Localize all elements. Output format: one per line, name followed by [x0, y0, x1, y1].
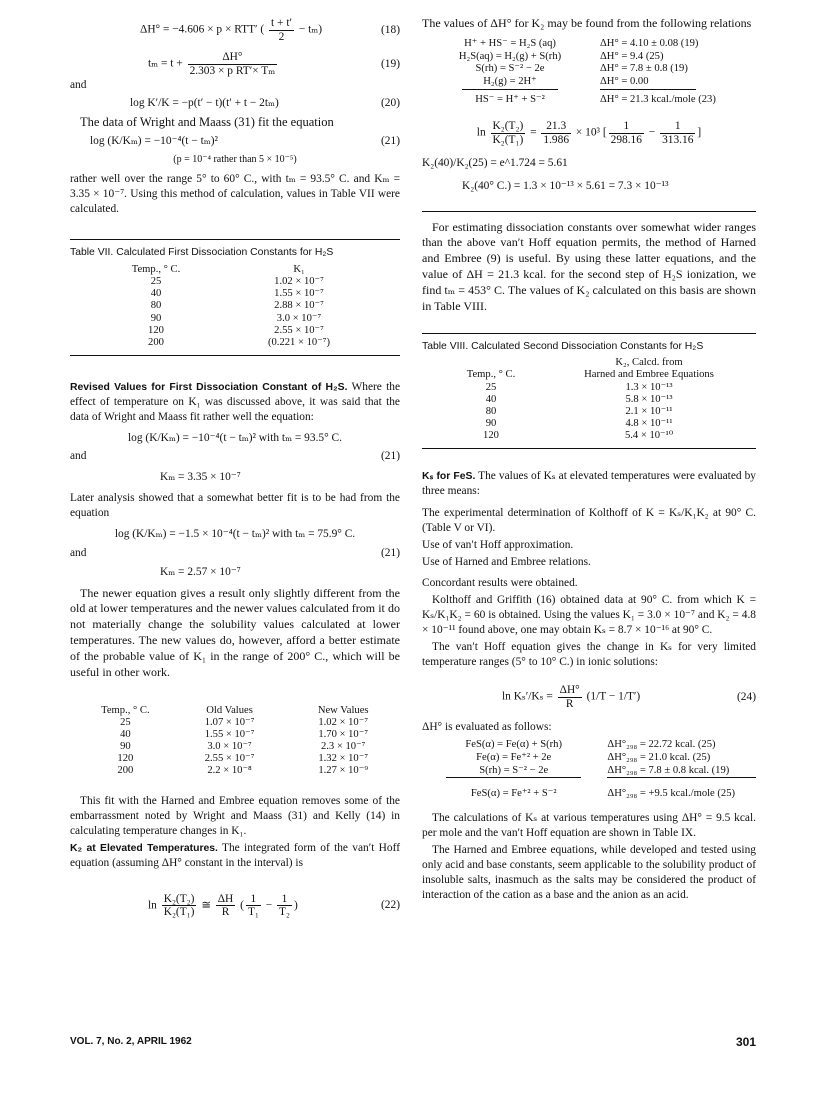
method-item: Use of Harned and Embree relations.	[422, 555, 591, 568]
and-row: and (21)	[70, 450, 400, 463]
paragraph: The calculations of Kₛ at various temperatures using ΔH° = 9.5 kcal. per mole and the van′t Hoff equation are shown in Table IX.	[422, 811, 756, 839]
reaction-list: FeS(α) = Fe(α) + S(rh) ΔH°₂₉₈ = 22.72 kcal. (25) Fe(α) = Fe⁺² + 2e ΔH°₂₉₈ = 21.0 kcal. (25) S(rh) = S⁻² − 2e ΔH°₂₉₈ = 7.8 ± 0.8 kcal. (19) FeS(α) = Fe⁺² + S⁻² ΔH°₂₉₈ = +9.5 kcal./mole (25)	[432, 739, 756, 801]
table-row: 120 2.55 × 10⁻⁷	[148, 324, 324, 336]
table-row: 40 1.55 × 10⁻⁷	[150, 288, 324, 300]
equation-20: log K′/K = −p(t′ − t)(t′ + t − 2tₘ) (20)	[130, 97, 400, 110]
table-row: 200 (0.221 × 10⁻⁷)	[148, 336, 331, 348]
rule	[422, 211, 756, 212]
table-row: 80 2.88 × 10⁻⁷	[150, 300, 324, 312]
equation-22: ln $\frac{\text{K₂(T₂)}}{\text{K₂(T₁)}}$ ≅ $\frac{\Delta H}{R}$ ( $\frac{1}{\text{T₁}}$ − $\frac{1}{\text{T₂}}$ ) (22)	[148, 892, 400, 919]
page-number: 301	[735, 1035, 756, 1049]
table-row: 120 5.4 × 10⁻¹⁰	[483, 430, 674, 442]
equation: K₂(40° C.) = 1.3 × 10⁻¹³ × 5.61 = 7.3 × 10⁻¹³	[462, 180, 669, 193]
paragraph: Revised Values for First Dissociation Constant of H₂S. Where the effect of temperature on K₁ was discussed above, it was said that the data of Wright and Maass fit rather well the equation:	[70, 381, 400, 424]
paragraph: The values of ΔH° for K₂ may be found from the following relations	[422, 16, 752, 30]
reaction-list: H⁺ + HS⁻ = H₂S (aq) ΔH° = 4.10 ± 0.08 (19) H₂S(aq) = H₂(g) + S(rh) ΔH° = 9.4 (25) S(rh) = S⁻² − 2e ΔH° = 7.8 ± 0.8 (19) H₂(g) = 2H⁺ ΔH° = 0.00 HS⁻ = H⁺ + S⁻² ΔH° = 21.3 kcal./mole (23)	[458, 37, 716, 105]
table-row: 90 3.0 × 10⁻⁷ 2.3 × 10⁻⁷	[120, 741, 366, 753]
paragraph: Kolthoff and Griffith (16) obtained data at 90° C. from which K = Kₛ/K₁K₂ = 60 is obtained. Using the values K₁ = 3.0 × 10⁻⁷ and K₂ = 4.8 × 10⁻¹¹ found above, one may obtain Kₛ = 8.7 × 10⁻¹⁶ at 90° C.	[422, 593, 756, 636]
table-row: 80 2.1 × 10⁻¹¹	[485, 405, 673, 417]
paragraph: K₂ at Elevated Temperatures. The integrated form of the van′t Hoff equation (assuming ΔH° constant in the interval) is	[70, 841, 400, 869]
table-vii	[92, 264, 378, 349]
equation: Kₘ = 2.57 × 10⁻⁷	[160, 565, 241, 578]
paragraph: rather well over the range 5° to 60° C., with tₘ = 93.5° C. and Kₘ = 3.35 × 10⁻⁷. Using this method of calculation, values in Table VII were calculated.	[70, 173, 400, 216]
table-vii-caption: Table VII. Calculated First Dissociation Constants for H₂S	[70, 247, 334, 259]
table-row: 25 1.07 × 10⁻⁷ 1.02 × 10⁻⁷	[120, 716, 369, 728]
method-item: Use of van′t Hoff approximation.	[422, 538, 574, 551]
equation: Kₘ = 3.35 × 10⁻⁷	[160, 471, 241, 484]
table-row: 90 3.0 × 10⁻⁷	[150, 312, 322, 324]
paragraph: ΔH° is evaluated as follows:	[422, 721, 552, 734]
equation: K₂(40)/K₂(25) = e^1.724 = 5.61	[422, 157, 568, 170]
table-row: 40 1.55 × 10⁻⁷ 1.70 × 10⁻⁷	[120, 728, 369, 740]
equation-21: log (K/Kₘ) = −10⁻⁴(t − tₘ)² (21)	[90, 134, 400, 147]
equation-24: ln Kₛ′/Kₛ = $\frac{\Delta H^\circ}{R}$ (1/T − 1/T′) (24)	[502, 684, 756, 710]
journal-issue: VOL. 7, No. 2, APRIL 1962	[70, 1036, 192, 1047]
page-footer	[70, 1035, 756, 1051]
method-item: The experimental determination of Kolthoff of K = Kₛ/K₁K₂ at 90° C. (Table V or VI).	[422, 506, 756, 534]
paragraph: For estimating dissociation constants over somewhat wider ranges than the above van′t Hoff equation permits, the method of Harned and Embree (9) is useful. By using these latter equations, and the value of ΔH = 21.3 kcal. for the second step of H₂S ionization, we find tₘ = 453° C. The values of K₂ calculated on this basis are shown in Table VIII.	[422, 219, 756, 313]
paragraph: Later analysis showed that a somewhat better fit is to be had from the equation	[70, 492, 400, 520]
paragraph: The Harned and Embree equations, while developed and tested using only acid and base constants, seem applicable to the solubility product of insoluble salts, inasmuch as the salts may be considered the product of interaction of the cation as a base and the anion as an acid.	[422, 844, 756, 902]
table-bottom-rule	[70, 355, 400, 356]
table-row: 200 2.2 × 10⁻⁸ 1.27 × 10⁻⁹	[117, 765, 369, 777]
paragraph: The data of Wright and Maass (31) fit the equation	[80, 115, 334, 130]
paragraph: Kₛ for FeS. The values of Kₛ at elevated temperatures were evaluated by three means:	[422, 470, 756, 498]
comparison-table: Temp., ° C. Old Values New Values 25 1.07 × 10⁻⁷ 1.02 × 10⁻⁷ 40 1.55 × 10⁻⁷ 1.70 × 10⁻⁷ 90 3.0 × 10⁻⁷ 2.3 × 10⁻⁷ 120 2.55 × 10⁻⁷ 1.32 × 10⁻⁷ 200 2.2 × 10⁻⁸ 1.27 × 10⁻⁹	[78, 705, 400, 778]
table-header: Temp., ° C.	[131, 263, 181, 275]
table-bottom-rule	[422, 448, 756, 449]
section-heading: K₂ at Elevated Temperatures.	[70, 842, 218, 854]
equation: log (K/Kₘ) = −1.5 × 10⁻⁴(t − tₘ)² with tₘ = 75.9° C.	[114, 528, 356, 541]
table-row: 25 1.02 × 10⁻⁷	[150, 276, 324, 288]
table-top-rule	[70, 239, 400, 240]
paragraph: The van′t Hoff equation gives the change in Kₛ for very limited temperature ranges (5° to 10° C.) in ionic solutions:	[422, 640, 756, 668]
and-text: and	[70, 79, 87, 92]
table-top-rule	[422, 333, 756, 334]
table-row: 40 5.8 × 10⁻¹³	[485, 393, 673, 405]
left-column	[70, 14, 400, 919]
paragraph: The newer equation gives a result only slightly different from the old at lower temperatures and the newer values calculated from it do not materially change the solubility values calculated at lower temperatures. The new values do, however, afford a better estimate of the probable value of K₁ in the range of 200° C., which will be useful in other work.	[70, 585, 400, 679]
paragraph: This fit with the Harned and Embree equation removes some of the embarrassment noted by Wright and Maass (31) and Kelly (14) in calculating temperature changes in K₁.	[70, 794, 400, 837]
table-row: 25 1.3 × 10⁻¹³	[485, 381, 673, 393]
table-viii-caption: Table VIII. Calculated Second Dissociation Constants for H₂S	[422, 340, 704, 352]
equation-note: (p = 10⁻⁴ rather than 5 × 10⁻⁵)	[173, 153, 297, 165]
equation-19: tₘ = t + $\frac{\Delta H^\circ}{\text{2.303 × p RT′× Tₘ}}$ (19)	[148, 51, 400, 77]
section-heading: Kₛ for FeS.	[422, 471, 476, 483]
table-row: 120 2.55 × 10⁻⁷ 1.32 × 10⁻⁷	[117, 753, 369, 765]
table-viii: K₂, Calcd. from Temp., ° C. Harned and Embree Equations 25 1.3 × 10⁻¹³ 40 5.8 × 10⁻¹³ 80 2.1 × 10⁻¹¹ 90 4.8 × 10⁻¹¹ 120 5.4 × 10⁻¹⁰	[432, 357, 748, 442]
section-heading: Revised Values for First Dissociation Constant of H₂S.	[70, 382, 348, 394]
table-header: K₁	[293, 263, 305, 275]
paragraph: Concordant results were obtained.	[422, 576, 578, 589]
equation-ln: ln $\frac{\text{K₂(T₂)}}{\text{K₂(T₁)}}$ = $\frac{21.3}{1.986}$ × 10³ [ $\frac{1}{298.16}$ − $\frac{1}{313.16}$ ]	[476, 120, 702, 146]
right-column	[422, 14, 756, 905]
equation-18: ΔH° = −4.606 × p × RTT′ ( $\frac{t + t'}{2}$ − tₘ) (18)	[140, 17, 400, 43]
table-row: 90 4.8 × 10⁻¹¹	[485, 418, 673, 430]
equation: log (K/Kₘ) = −10⁻⁴(t − tₘ)² with tₘ = 93.5° C.	[128, 432, 342, 445]
and-row: and (21)	[70, 546, 400, 559]
